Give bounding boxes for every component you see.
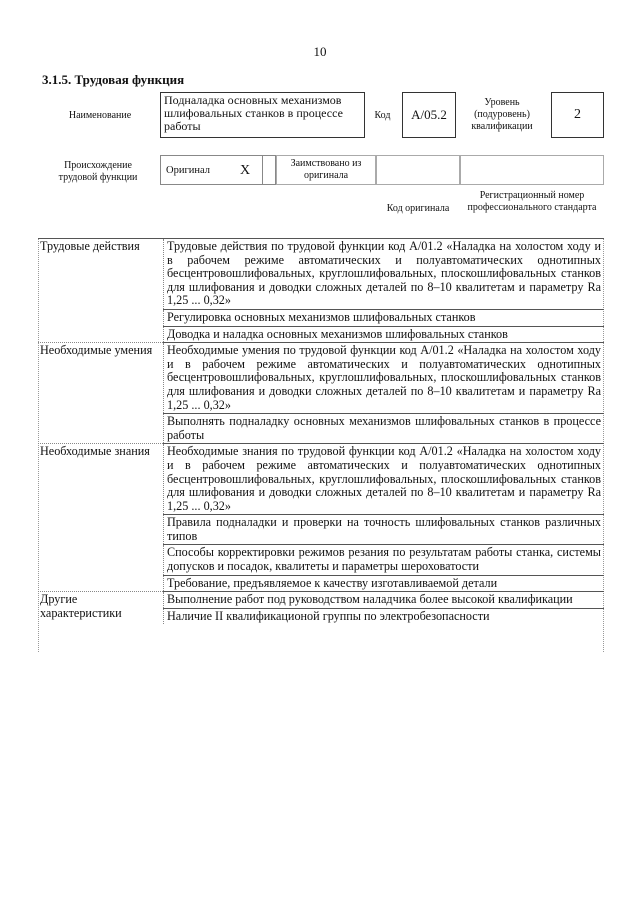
name-box [160,92,365,138]
table-row [38,592,604,609]
level-label: Уровень (подуровень) квалификации [471,97,533,132]
level-value: 2 [574,107,581,122]
list-item: Требование, предъявляемое к качеству изготавливаемой детали [164,575,605,592]
level-box [551,92,604,138]
list-item: Доводка и наладка основных механизмов шлифовальных станков [164,326,605,343]
borrowed-label: Заимствовано из оригинала [290,158,362,181]
original-mark: X [240,163,251,178]
reg-number-box [460,155,604,185]
list-item: Способы корректировки режимов резания по результатам работы станка, системы допусков и посадок, квалитеты и параметры шероховатости [164,545,605,575]
original-label: Оригинал [166,165,210,176]
name-value: Подналадка основных механизмов шлифовальных станков в процессе работы [164,93,343,133]
list-item: Необходимые знания по трудовой функции код A/01.2 «Наладка на холостом ходу и в рабочем режиме автоматических и полуавтоматических однотипных бесцентровошлифовальных, круглошлифовальных, плоскошлифовальных станков для шлифования и доводки сложных деталей по 8–10 квалитетам и параметру Ra 1,25 ... 0,32» [164,444,605,515]
table-row [38,444,604,515]
list-item: Регулировка основных механизмов шлифовальных станков [164,309,605,326]
row-label-actions: Трудовые действия [38,239,164,343]
code-label: Код [374,110,391,121]
row-label-other: Другие характеристики [38,592,164,625]
table-row [38,239,604,310]
name-label: Наименование [68,110,132,121]
list-item: Наличие II квалификационой группы по электробезопасности [167,608,490,623]
code-value: A/05.2 [411,107,447,122]
row-label-skills: Необходимые умения [38,343,164,444]
orig-code-box [376,155,460,185]
function-table [38,238,604,624]
reg-number-label: Регистрационный номер профессионального стандарта [467,190,597,213]
list-item: Выполнение работ под руководством наладчика более высокой квалификации [164,592,605,609]
orig-code-label: Код оригинала [386,203,450,214]
row-label-knowledge: Необходимые знания [38,444,164,592]
section-title: 3.1.5. Трудовая функция [42,72,185,87]
list-item: Правила подналадки и проверки на точность шлифовальных станков различных типов [164,515,605,545]
list-item: Трудовые действия по трудовой функции код A/01.2 «Наладка на холостом ходу и в рабочем режиме автоматических и полуавтоматических однотипных бесцентровошлифовальных, круглошлифовальных, плоскошлифовальных станков для шлифования и доводки сложных деталей по 8–10 квалитетам и параметру Ra 1,25 ... 0,32» [164,239,605,310]
list-item: Выполнять подналадку основных механизмов шлифовальных станков в процессе работы [164,414,605,444]
origin-label: Происхождение трудовой функции [58,160,138,183]
page-number: 10 [313,44,327,59]
code-box [402,92,456,138]
list-item: Необходимые умения по трудовой функции код A/01.2 «Наладка на холостом ходу и в рабочем режиме автоматических и полуавтоматических однотипных бесцентровошлифовальных, круглошлифовальных, плоскошлифовальных станков для шлифования и доводки сложных деталей по 8–10 квалитетам и параметру Ra 1,25 ... 0,32» [164,343,605,414]
table-row [38,343,604,414]
origin-divider [262,155,263,185]
